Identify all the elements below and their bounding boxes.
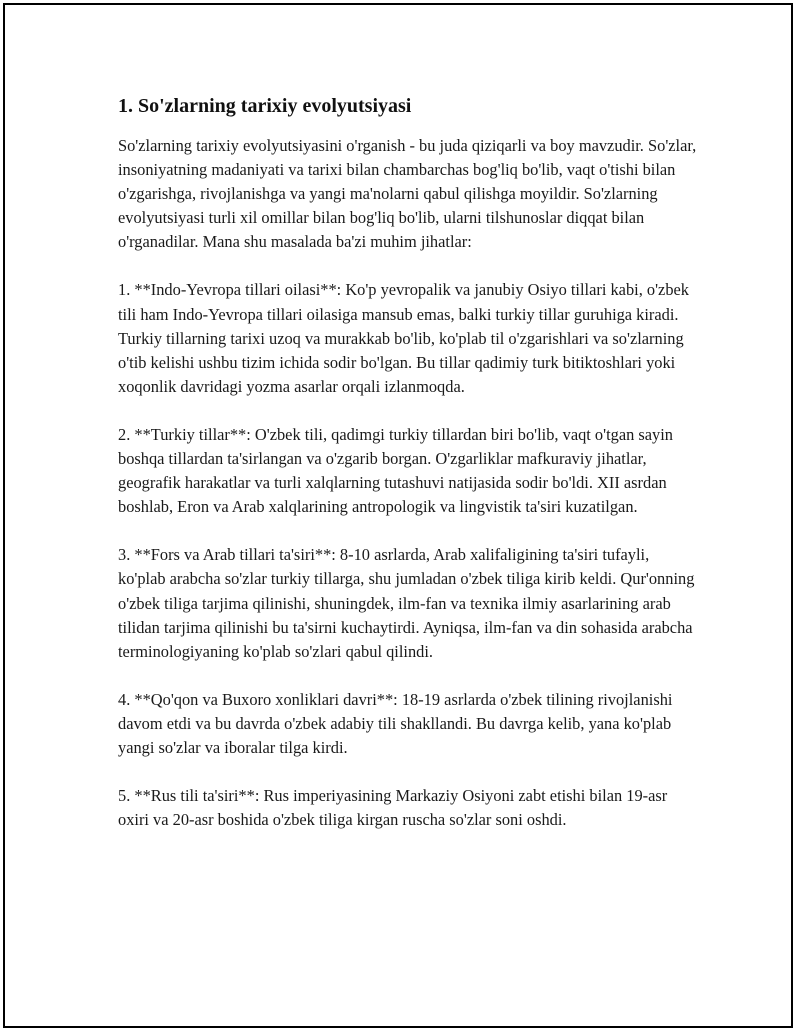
paragraph-khanates: 4. **Qo'qon va Buxoro xonliklari davri**: 18-19 asrlarda o'zbek tilining rivojlanishi davom etdi va bu davrda o'zbek adabiy tili shakllandi. Bu davrga kelib, yana ko'plab yangi so'zlar va iboralar tilga kirdi. xyxy=(118,689,673,757)
paragraph-persian-arabic: 3. **Fors va Arab tillari ta'siri**: 8-10 asrlarda, Arab xalifaligining ta'siri tufayli, ko'plab arabcha so'zlar turkiy tillarga, shu jumladan o'zbek tiliga kirib keldi. Qur'onning o'zbek tiliga tarjima qilinishi, shuningdek, ilm-fan va texnika ilmiy asarlarining arab tilidan tarjima qilinishi bu ta'sirni kuchaytirdi. Ayniqsa, ilm-fan va din sohasida arabcha terminologiyaning ko'plab so'zlari qabul qilindi. xyxy=(118,545,695,661)
paragraph-indo-european: 1. **Indo-Yevropa tillari oilasi**: Ko'p yevropalik va janubiy Osiyo tillari kabi, o'zbek tili ham Indo-Yevropa tillari oilasiga mansub emas, balki turkiy tillar guruhiga kiradi. Turkiy tillarning tarixi uzoq va murakkab bo'lib, ko'plab til o'zgarishlari va so'zlarning o'tib kelishi ushbu tizim ichida sodir bo'lgan. Bu tillar qadimiy turk bitiktoshlari yoki xoqonlik davridagi yozma asarlar orqali izlanmoqda. xyxy=(118,280,689,396)
paragraph-turkic-languages: 2. **Turkiy tillar**: O'zbek tili, qadimgi turkiy tillardan biri bo'lib, vaqt o'tgan sayin boshqa tillardan ta'sirlangan va o'zgarib borgan. O'zgarliklar mafkuraviy jihatlar, geografik harakatlar va turli xalqlarning tutashuvi natijasida sodir bo'ldi. XII asrdan boshlab, Eron va Arab xalqlarining antropologik va lingvistik ta'siri kuzatilgan. xyxy=(118,424,674,517)
section-title: 1. So'zlarning tarixiy evolyutsiyasi xyxy=(118,95,412,117)
paragraph-russian: 5. **Rus tili ta'siri**: Rus imperiyasining Markaziy Osiyoni zabt etishi bilan 19-asr oxiri va 20-asr boshida o'zbek tiliga kirgan ruscha so'zlar soni oshdi. xyxy=(118,786,668,830)
intro-paragraph: So'zlarning tarixiy evolyutsiyasini o'rganish - bu juda qiziqarli va boy mavzudir. So'zlar, insoniyatning madaniyati va tarixi bilan chambarchas bog'liq bo'lib, vaqt o'tishi bilan o'zgarishga, rivojlanishga va yangi ma'nolarni qabul qilishga moyildir. So'zlarning evolyutsiyasi turli xil omillar bilan bog'liq bo'lib, ularni tilshunoslar diqqat bilan o'rganadilar. Mana shu masalada ba'zi muhim jihatlar: xyxy=(118,136,697,252)
document-body xyxy=(118,92,698,856)
